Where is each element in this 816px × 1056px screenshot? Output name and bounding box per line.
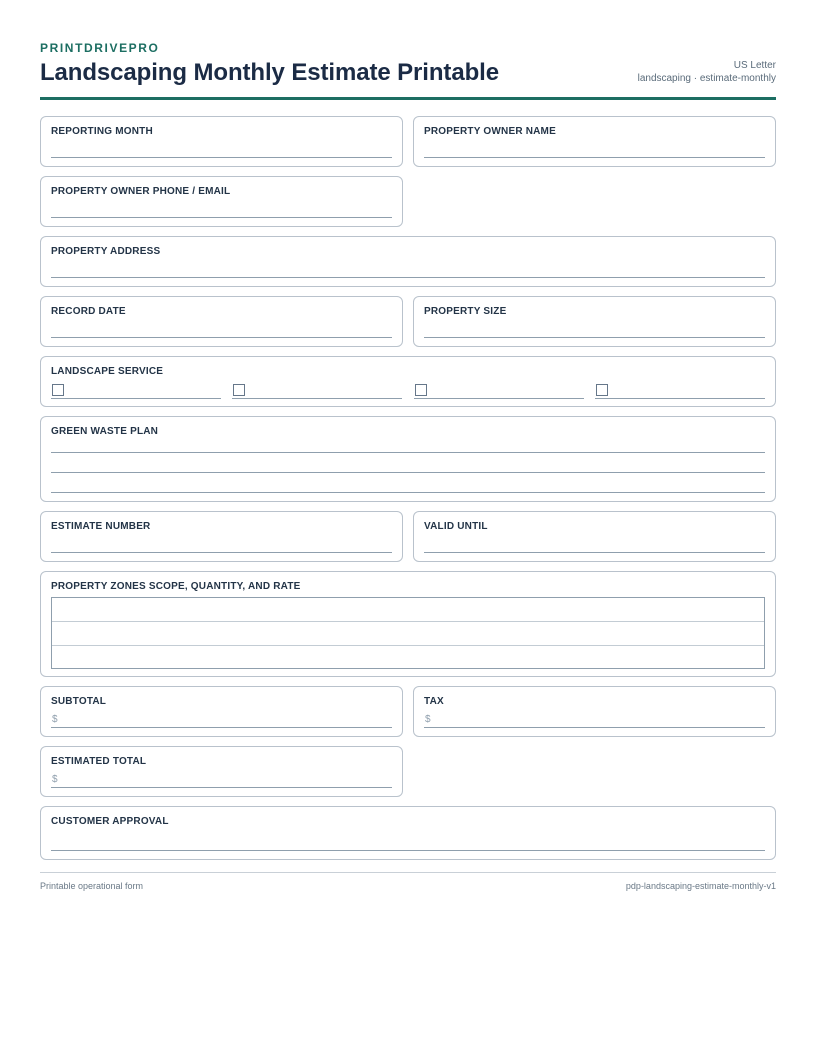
- subtotal-currency-symbol: $: [52, 714, 58, 725]
- property-zones-table[interactable]: [51, 597, 765, 669]
- footer-divider: [40, 872, 776, 873]
- record-date-input-line[interactable]: [51, 337, 392, 338]
- estimate-number-input-line[interactable]: [51, 552, 392, 553]
- property-address-field: [40, 236, 776, 287]
- tax-input-line[interactable]: [424, 727, 765, 728]
- paper-size-label: US Letter: [733, 60, 776, 71]
- valid-until-label: VALID UNTIL: [424, 521, 488, 532]
- reporting-month-field: [40, 116, 403, 167]
- estimated-total-currency-symbol: $: [52, 774, 58, 785]
- estimated-total-label: ESTIMATED TOTAL: [51, 756, 147, 767]
- property-owner-name-input-line[interactable]: [424, 157, 765, 158]
- property-owner-contact-label: PROPERTY OWNER PHONE / EMAIL: [51, 186, 231, 197]
- tax-label: TAX: [424, 696, 444, 707]
- customer-approval-field: [40, 806, 776, 860]
- property-zones-field: [40, 571, 776, 677]
- property-address-label: PROPERTY ADDRESS: [51, 246, 161, 257]
- property-size-label: PROPERTY SIZE: [424, 306, 507, 317]
- property-owner-contact-field: [40, 176, 403, 227]
- valid-until-field: [413, 511, 776, 562]
- property-address-input-line[interactable]: [51, 277, 765, 278]
- record-date-field: [40, 296, 403, 347]
- service-checkbox-3[interactable]: [415, 384, 427, 396]
- record-date-label: RECORD DATE: [51, 306, 126, 317]
- service-checkbox-2[interactable]: [233, 384, 245, 396]
- property-owner-name-label: PROPERTY OWNER NAME: [424, 126, 556, 137]
- tax-field: [413, 686, 776, 737]
- property-size-field: [413, 296, 776, 347]
- service-option-line-2[interactable]: [232, 398, 402, 399]
- customer-approval-signature-line[interactable]: [51, 850, 765, 851]
- subtotal-input-line[interactable]: [51, 727, 392, 728]
- estimated-total-field: [40, 746, 403, 797]
- property-zones-label: PROPERTY ZONES SCOPE, QUANTITY, AND RATE: [51, 581, 301, 592]
- customer-approval-label: CUSTOMER APPROVAL: [51, 816, 169, 827]
- subtotal-field: [40, 686, 403, 737]
- estimated-total-input-line[interactable]: [51, 787, 392, 788]
- brand-name: PRINTDRIVEPRO: [40, 41, 160, 55]
- green-waste-plan-line-3[interactable]: [51, 492, 765, 493]
- property-owner-name-field: [413, 116, 776, 167]
- green-waste-plan-label: GREEN WASTE PLAN: [51, 426, 159, 437]
- service-checkbox-1[interactable]: [52, 384, 64, 396]
- landscape-service-label: LANDSCAPE SERVICE: [51, 366, 164, 377]
- service-option-line-3[interactable]: [414, 398, 584, 399]
- footer-description: Printable operational form: [40, 881, 144, 891]
- header-divider: [40, 97, 776, 100]
- table-row-divider: [52, 621, 764, 622]
- estimate-number-field: [40, 511, 403, 562]
- footer-form-id: pdp-landscaping-estimate-monthly-v1: [625, 881, 776, 891]
- property-size-input-line[interactable]: [424, 337, 765, 338]
- tax-currency-symbol: $: [425, 714, 431, 725]
- table-row-divider: [52, 645, 764, 646]
- green-waste-plan-line-1[interactable]: [51, 452, 765, 453]
- service-option-line-1[interactable]: [51, 398, 221, 399]
- service-option-line-4[interactable]: [595, 398, 765, 399]
- page-title: Landscaping Monthly Estimate Printable: [40, 59, 499, 86]
- green-waste-plan-line-2[interactable]: [51, 472, 765, 473]
- landscape-service-field: [40, 356, 776, 407]
- valid-until-input-line[interactable]: [424, 552, 765, 553]
- form-tags: landscaping · estimate-monthly: [637, 73, 776, 84]
- green-waste-plan-field: [40, 416, 776, 502]
- reporting-month-label: REPORTING MONTH: [51, 126, 153, 137]
- estimate-number-label: ESTIMATE NUMBER: [51, 521, 151, 532]
- subtotal-label: SUBTOTAL: [51, 696, 107, 707]
- reporting-month-input-line[interactable]: [51, 157, 392, 158]
- service-checkbox-4[interactable]: [596, 384, 608, 396]
- property-owner-contact-input-line[interactable]: [51, 217, 392, 218]
